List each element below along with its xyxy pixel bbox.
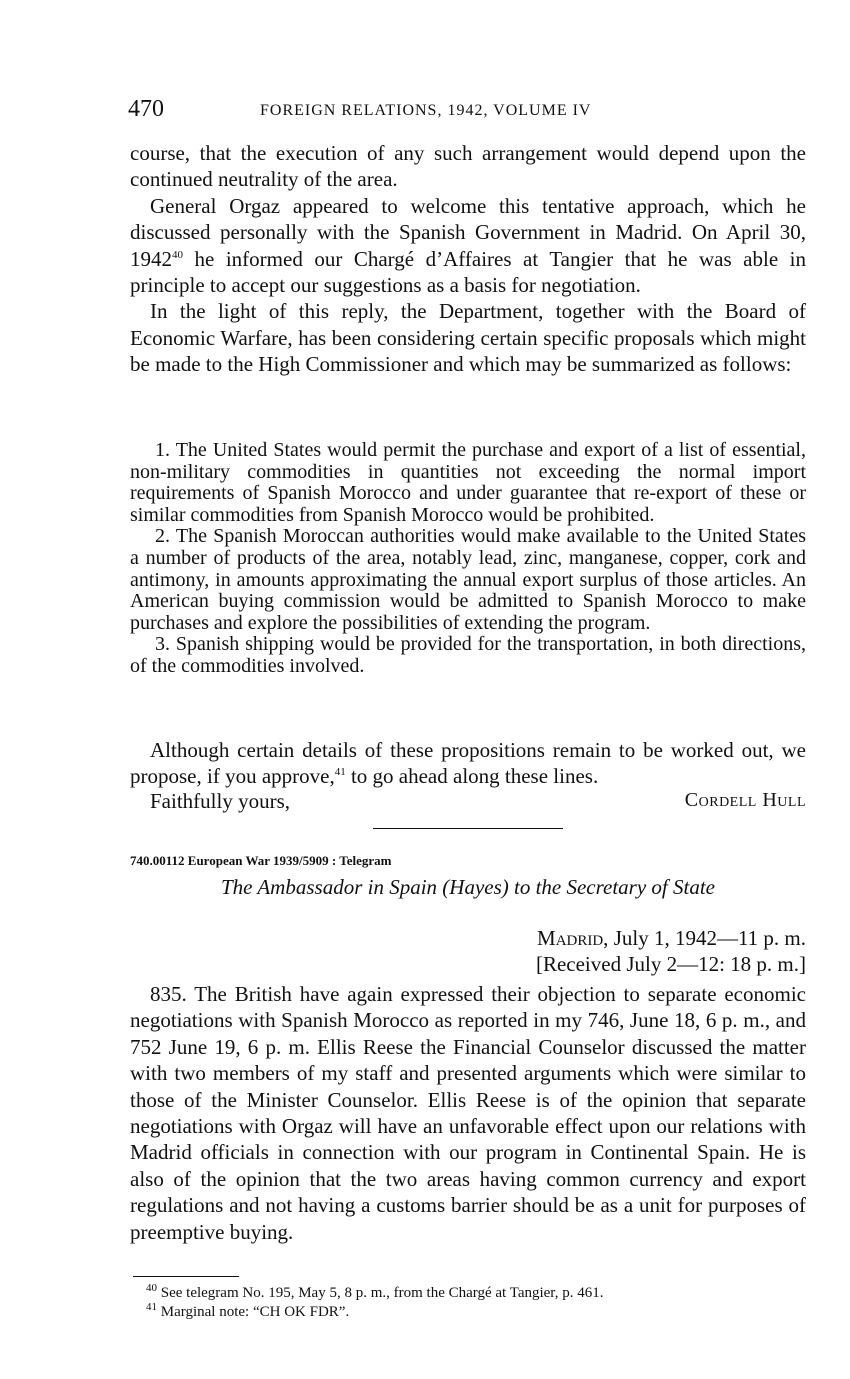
running-title: FOREIGN RELATIONS, 1942, VOLUME IV [260, 102, 592, 119]
conclusion-text-a: Although certain details of these propositions remain to be worked out, we propose, if you approve, [130, 738, 806, 789]
footnote-41 [146, 1303, 816, 1322]
telegram-body [130, 981, 806, 1245]
footnote-40-text: See telegram No. 195, May 5, 8 p. m., from the Chargé at Tangier, p. 461. [157, 1285, 604, 1301]
footnote-ref-40: 40 [172, 248, 183, 261]
list-item-2: 2. The Spanish Moroccan authorities would make available to the United States a number of products of the area, notably lead, zinc, manganese, copper, cork and antimony, in amounts approximating the annual export surplus of those articles. An American buying commission would be admitted to Spanish Morocco to make purchases and explore the possibilities of extending the program. [130, 525, 806, 634]
footnote-40 [146, 1284, 816, 1303]
closing: Faithfully yours, [150, 789, 290, 813]
dateline-sent [406, 926, 806, 951]
footnote-41-mark: 41 [146, 1301, 157, 1313]
section-divider [373, 828, 563, 829]
telegram-text: 835. The British have again expressed their objection to separate economic negotiations with Spanish Morocco as reported in my 746, June 18, 6 p. m., and 752 June 19, 6 p. m. Ellis Reese the Financial Counselor discussed the matter with two members of my staff and presented arguments which were similar to those of the Minister Counselor. Ellis Reese is of the opinion that separate negotiations with Orgaz will have an unfavorable effect upon our relations with Madrid officials in connection with our program in Continental Spain. He is also of the opinion that the two areas having common currency and export regulations and not having a customs barrier should be as a unit for purposes of preemptive buying. [130, 982, 806, 1244]
dateline-time: July 1, 1942—11 p. m. [608, 926, 806, 950]
document-reference: 740.00112 European War 1939/5909 : Telegram [130, 853, 392, 868]
dateline-received: [Received July 2—12: 18 p. m.] [535, 952, 806, 976]
list-item-1: 1. The United States would permit the purchase and export of a list of essential, non-military commodities in quantities not exceeding the normal import requirements of Spanish Morocco and under guarantee that re-export of these or similar commodities from Spanish Morocco would be prohibited. [130, 439, 806, 526]
running-head [128, 96, 808, 126]
proposals-paragraph: In the light of this reply, the Department, together with the Board of Economic Warfare, has been considering certain specific proposals which might be made to the High Commissioner and which may be summarized as follows: [130, 299, 806, 377]
list-item-3: 3. Spanish shipping would be provided for the transportation, in both directions, of the commodities involved. [130, 633, 806, 677]
footnote-rule [133, 1276, 239, 1277]
continuation-paragraph: course, that the execution of any such arrangement would depend upon the continued neutrality of the area. [130, 141, 806, 192]
footnote-ref-41: 41 [334, 766, 346, 779]
orgaz-paragraph-text-b: he informed our Chargé d’Affaires at Tangier that he was able in principle to accept our suggestions as a basis for negotiation. [130, 246, 806, 298]
dateline-place: Madrid, [537, 926, 609, 950]
footnote-40-mark: 40 [146, 1282, 157, 1294]
conclusion-text-b: to go ahead along these lines. [345, 764, 599, 789]
footnote-41-text: Marginal note: “CH OK FDR”. [157, 1304, 350, 1320]
document-heading: The Ambassador in Spain (Hayes) to the Secretary of State [220, 875, 715, 899]
letter-body [130, 140, 806, 378]
orgaz-paragraph-text-a: General Orgaz appeared to welcome this tentative approach, which he discussed personally with the Spanish Government in Madrid. On April 30, 1942 [130, 193, 806, 271]
proposals-list [130, 440, 806, 678]
conclusion-block [130, 737, 806, 790]
signature: Cordell Hull [684, 789, 806, 811]
conclusion-paragraph [130, 737, 806, 790]
page-number: 470 [128, 96, 164, 122]
footnotes [146, 1284, 816, 1322]
orgaz-paragraph [130, 193, 806, 299]
